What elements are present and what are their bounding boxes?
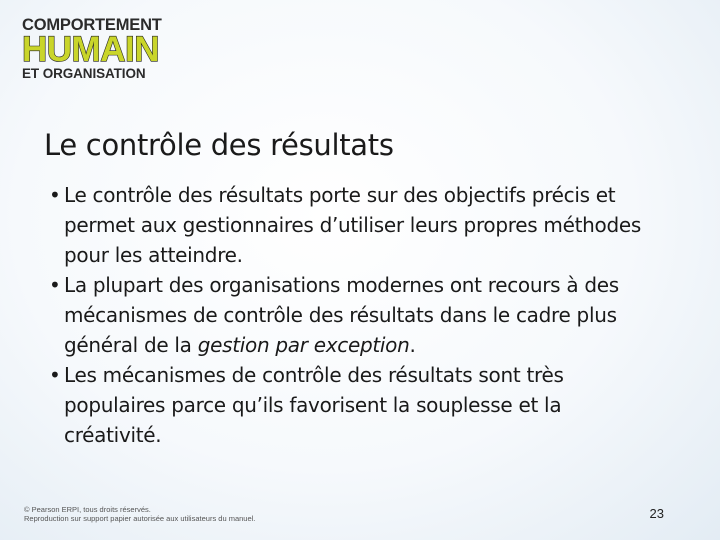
bullet-text-end: . <box>409 333 416 357</box>
publisher-logo <box>22 16 172 82</box>
logo-line-1: COMPORTEMENT <box>22 16 162 34</box>
bullet-item <box>44 270 664 360</box>
bullet-list <box>44 180 664 450</box>
copyright-line-2: Reproduction sur support papier autorisée aux utilisateurs du manuel. <box>24 514 256 523</box>
bullet-text: La plupart des organisations modernes ont recours à des mécanismes de contrôle des résultats dans le cadre plus général de la <box>64 273 619 357</box>
page-number: 23 <box>649 506 664 521</box>
bullet-item <box>44 180 664 270</box>
copyright-line-1: © Pearson ERPI, tous droits réservés. <box>24 505 151 514</box>
bullet-text: Les mécanismes de contrôle des résultats sont très populaires parce qu’ils favorisent la souplesse et la créativité. <box>64 363 564 447</box>
slide-title: Le contrôle des résultats <box>44 128 394 162</box>
bullet-item <box>44 360 664 450</box>
bullet-dot: • <box>49 273 61 297</box>
copyright-footer <box>24 505 255 523</box>
logo-line-3: ET ORGANISATION <box>22 66 146 81</box>
bullet-dot: • <box>49 363 61 387</box>
bullet-emphasis: gestion par exception <box>197 333 410 357</box>
bullet-dot: • <box>49 183 61 207</box>
bullet-text: Le contrôle des résultats porte sur des objectifs précis et permet aux gestionnaires d’utiliser leurs propres méthodes pour les atteindre. <box>64 183 641 267</box>
logo-line-2: HUMAIN <box>22 30 159 69</box>
